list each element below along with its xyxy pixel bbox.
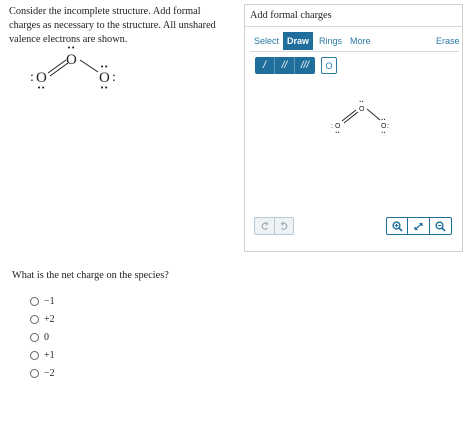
- triple-bond-button[interactable]: ///: [295, 57, 315, 74]
- radio-button[interactable]: [30, 351, 39, 360]
- draw-tool[interactable]: Draw: [283, 32, 313, 50]
- editor-atom-o-left: O: [335, 123, 341, 130]
- double-bond-button[interactable]: //: [275, 57, 295, 74]
- oxygen-atom-button[interactable]: O: [321, 57, 337, 74]
- atom-o-center: O: [66, 52, 77, 68]
- option-minus-1[interactable]: [30, 292, 55, 310]
- reset-zoom-button[interactable]: [408, 217, 430, 235]
- editor-lone-pair-center-top: ••: [359, 99, 364, 104]
- lone-pair-right-bottom: ••: [100, 84, 109, 92]
- reset-zoom-icon: [413, 221, 424, 232]
- option-label: −1: [44, 295, 55, 307]
- editor-lone-pair-left-bottom: ••: [335, 130, 340, 135]
- redo-button[interactable]: [274, 217, 294, 235]
- editor-lone-pair-left-side: :: [331, 123, 333, 130]
- redo-icon: [279, 221, 289, 231]
- zoom-controls: [386, 217, 452, 235]
- answer-options: [30, 292, 55, 382]
- question-text: Consider the incomplete structure. Add formal charges as necessary to the structure. All unshared valence electrons are shown.: [9, 6, 216, 45]
- zoom-in-icon: [392, 221, 403, 232]
- zoom-out-icon: [435, 221, 446, 232]
- single-bond-line: [80, 60, 98, 72]
- zoom-in-button[interactable]: [386, 217, 408, 235]
- lone-pair-left-bottom: ••: [37, 84, 46, 92]
- lone-pair-center-top: ••: [67, 44, 76, 52]
- select-tool[interactable]: Select: [254, 36, 280, 46]
- lone-pair-right-side: :: [112, 70, 116, 85]
- undo-icon: [260, 221, 270, 231]
- option-zero[interactable]: [30, 328, 55, 346]
- ozone-structure: [22, 43, 132, 98]
- radio-button[interactable]: [30, 369, 39, 378]
- editor-single-bond: [367, 109, 380, 120]
- net-charge-question: What is the net charge on the species?: [12, 270, 169, 281]
- rings-tool[interactable]: Rings: [319, 36, 343, 46]
- lone-pair-left-side: :: [30, 70, 34, 85]
- single-bond-button[interactable]: /: [255, 57, 275, 74]
- structure-editor-panel: [244, 4, 463, 252]
- atom-o-right: O: [99, 70, 110, 86]
- option-plus-1[interactable]: [30, 346, 55, 364]
- toolbar-divider: [250, 51, 459, 52]
- radio-button[interactable]: [30, 315, 39, 324]
- editor-lone-pair-right-side: :: [387, 123, 389, 130]
- editor-lone-pair-right-bottom: ••: [381, 130, 386, 135]
- radio-button[interactable]: [30, 297, 39, 306]
- panel-title: Add formal charges: [250, 10, 332, 21]
- editor-toolbar: [250, 32, 459, 52]
- option-label: +2: [44, 313, 55, 325]
- erase-tool[interactable]: Erase: [436, 36, 460, 46]
- editor-ozone-structure[interactable]: [331, 97, 401, 137]
- atom-o-left: O: [36, 70, 47, 86]
- zoom-out-button[interactable]: [430, 217, 452, 235]
- editor-lone-pair-right-top: ••: [381, 117, 386, 122]
- option-minus-2[interactable]: [30, 364, 55, 382]
- option-label: −2: [44, 367, 55, 379]
- lone-pair-right-top: ••: [100, 63, 109, 71]
- bond-buttons: [255, 57, 337, 75]
- editor-atom-o-center: O: [359, 106, 365, 113]
- more-tool[interactable]: More: [350, 36, 371, 46]
- history-controls: [254, 217, 294, 235]
- option-label: 0: [44, 331, 49, 343]
- undo-button[interactable]: [254, 217, 274, 235]
- panel-divider: [245, 26, 462, 27]
- radio-button[interactable]: [30, 333, 39, 342]
- option-label: +1: [44, 349, 55, 361]
- option-plus-2[interactable]: [30, 310, 55, 328]
- editor-atom-o-right: O: [381, 123, 387, 130]
